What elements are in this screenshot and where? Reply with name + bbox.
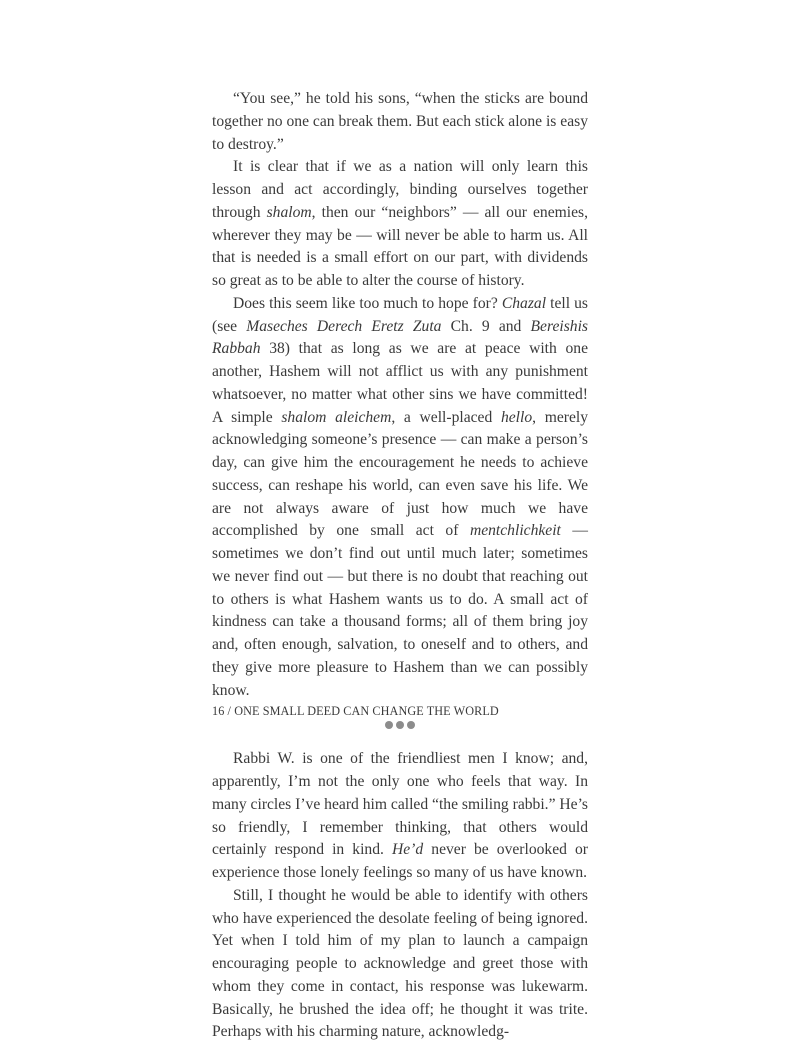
ornament-dot-icon	[407, 721, 415, 729]
text-segment: 38) that as long as we are at peace with one another, Hashem will not afflict us with any punishment whatsoever, no matter what other sins we have committed! A simple	[212, 340, 588, 426]
text-segment: “You see,” he told his sons, “when the sticks are bound together no one can break them. But each stick alone is easy to destroy.”	[212, 90, 588, 153]
paragraph	[212, 293, 588, 703]
italic-term: Bereishis Rabbah	[212, 317, 588, 358]
section-after-break	[212, 748, 588, 1044]
text-segment: Does this seem like too much to hope for?	[233, 294, 502, 312]
italic-term: Chazal	[501, 294, 547, 312]
italic-term: shalom	[266, 203, 312, 221]
text-segment: Ch. 9 and	[441, 317, 531, 335]
ornament-dot-icon	[396, 721, 404, 729]
paragraph	[212, 156, 588, 293]
text-segment: , then our “neighbors” — all our enemies, wherever they may be — will never be able to harm us. All that is needed is a small effort on our part, with dividends so great as to be able to alter the course of history.	[212, 203, 588, 289]
text-segment: , merely acknowledging someone’s presence — can make a person’s day, can give him the encouragement he needs to achieve success, can reshape his world, can even save his life. We are not always aware of just how much we have accomplished by one small act of	[212, 408, 588, 540]
italic-term: shalom aleichem	[281, 408, 392, 426]
paragraph	[212, 748, 588, 885]
footer-separator: /	[227, 704, 232, 718]
italic-term: Maseches Derech Eretz Zuta	[246, 317, 442, 335]
text-segment: tell us (see	[212, 294, 588, 335]
text-segment: , a well-placed	[391, 408, 501, 426]
text-segment: Rabbi W. is one of the friendliest men I know; and, apparently, I’m not the only one who feels that way. In many circles I’ve heard him called “the smiling rabbi.” He’s so friendly, I remember thinking, that others would certainly respond in kind.	[212, 750, 588, 859]
page-number: 16	[212, 704, 225, 718]
italic-term: He’d	[392, 841, 424, 859]
page-body	[212, 88, 588, 1044]
section-before-break	[212, 88, 588, 702]
ornament-dot-icon	[385, 721, 393, 729]
text-segment: Still, I thought he would be able to identify with others who have experienced the desolate feeling of being ignored. Yet when I told him of my plan to launch a campaign encouraging people to acknowledge and greet those with whom they come in contact, his response was lukewarm. Basically, he brushed the idea off; he thought it was trite. Perhaps with his charming nature, acknowledg-	[212, 886, 588, 1041]
book-title: ONE SMALL DEED CAN CHANGE THE WORLD	[234, 704, 499, 718]
italic-term: hello	[500, 408, 533, 426]
italic-term: mentchlichkeit	[469, 522, 561, 540]
paragraph	[212, 885, 588, 1044]
text-segment: — sometimes we don’t find out until much later; sometimes we never find out — but there is no doubt that reaching out to others is what Hashem wants us to do. A small act of kindness can take a thousand forms; all of them bring joy and, often enough, salvation, to oneself and to others, and they give more pleasure to Hashem than we can possibly know.	[212, 522, 588, 699]
text-segment: It is clear that if we as a nation will only learn this lesson and act accordingly, binding ourselves together through	[212, 158, 588, 221]
paragraph	[212, 88, 588, 156]
running-footer	[212, 704, 499, 719]
text-segment: never be overlooked or experience those lonely feelings so many of us have known.	[212, 841, 588, 881]
